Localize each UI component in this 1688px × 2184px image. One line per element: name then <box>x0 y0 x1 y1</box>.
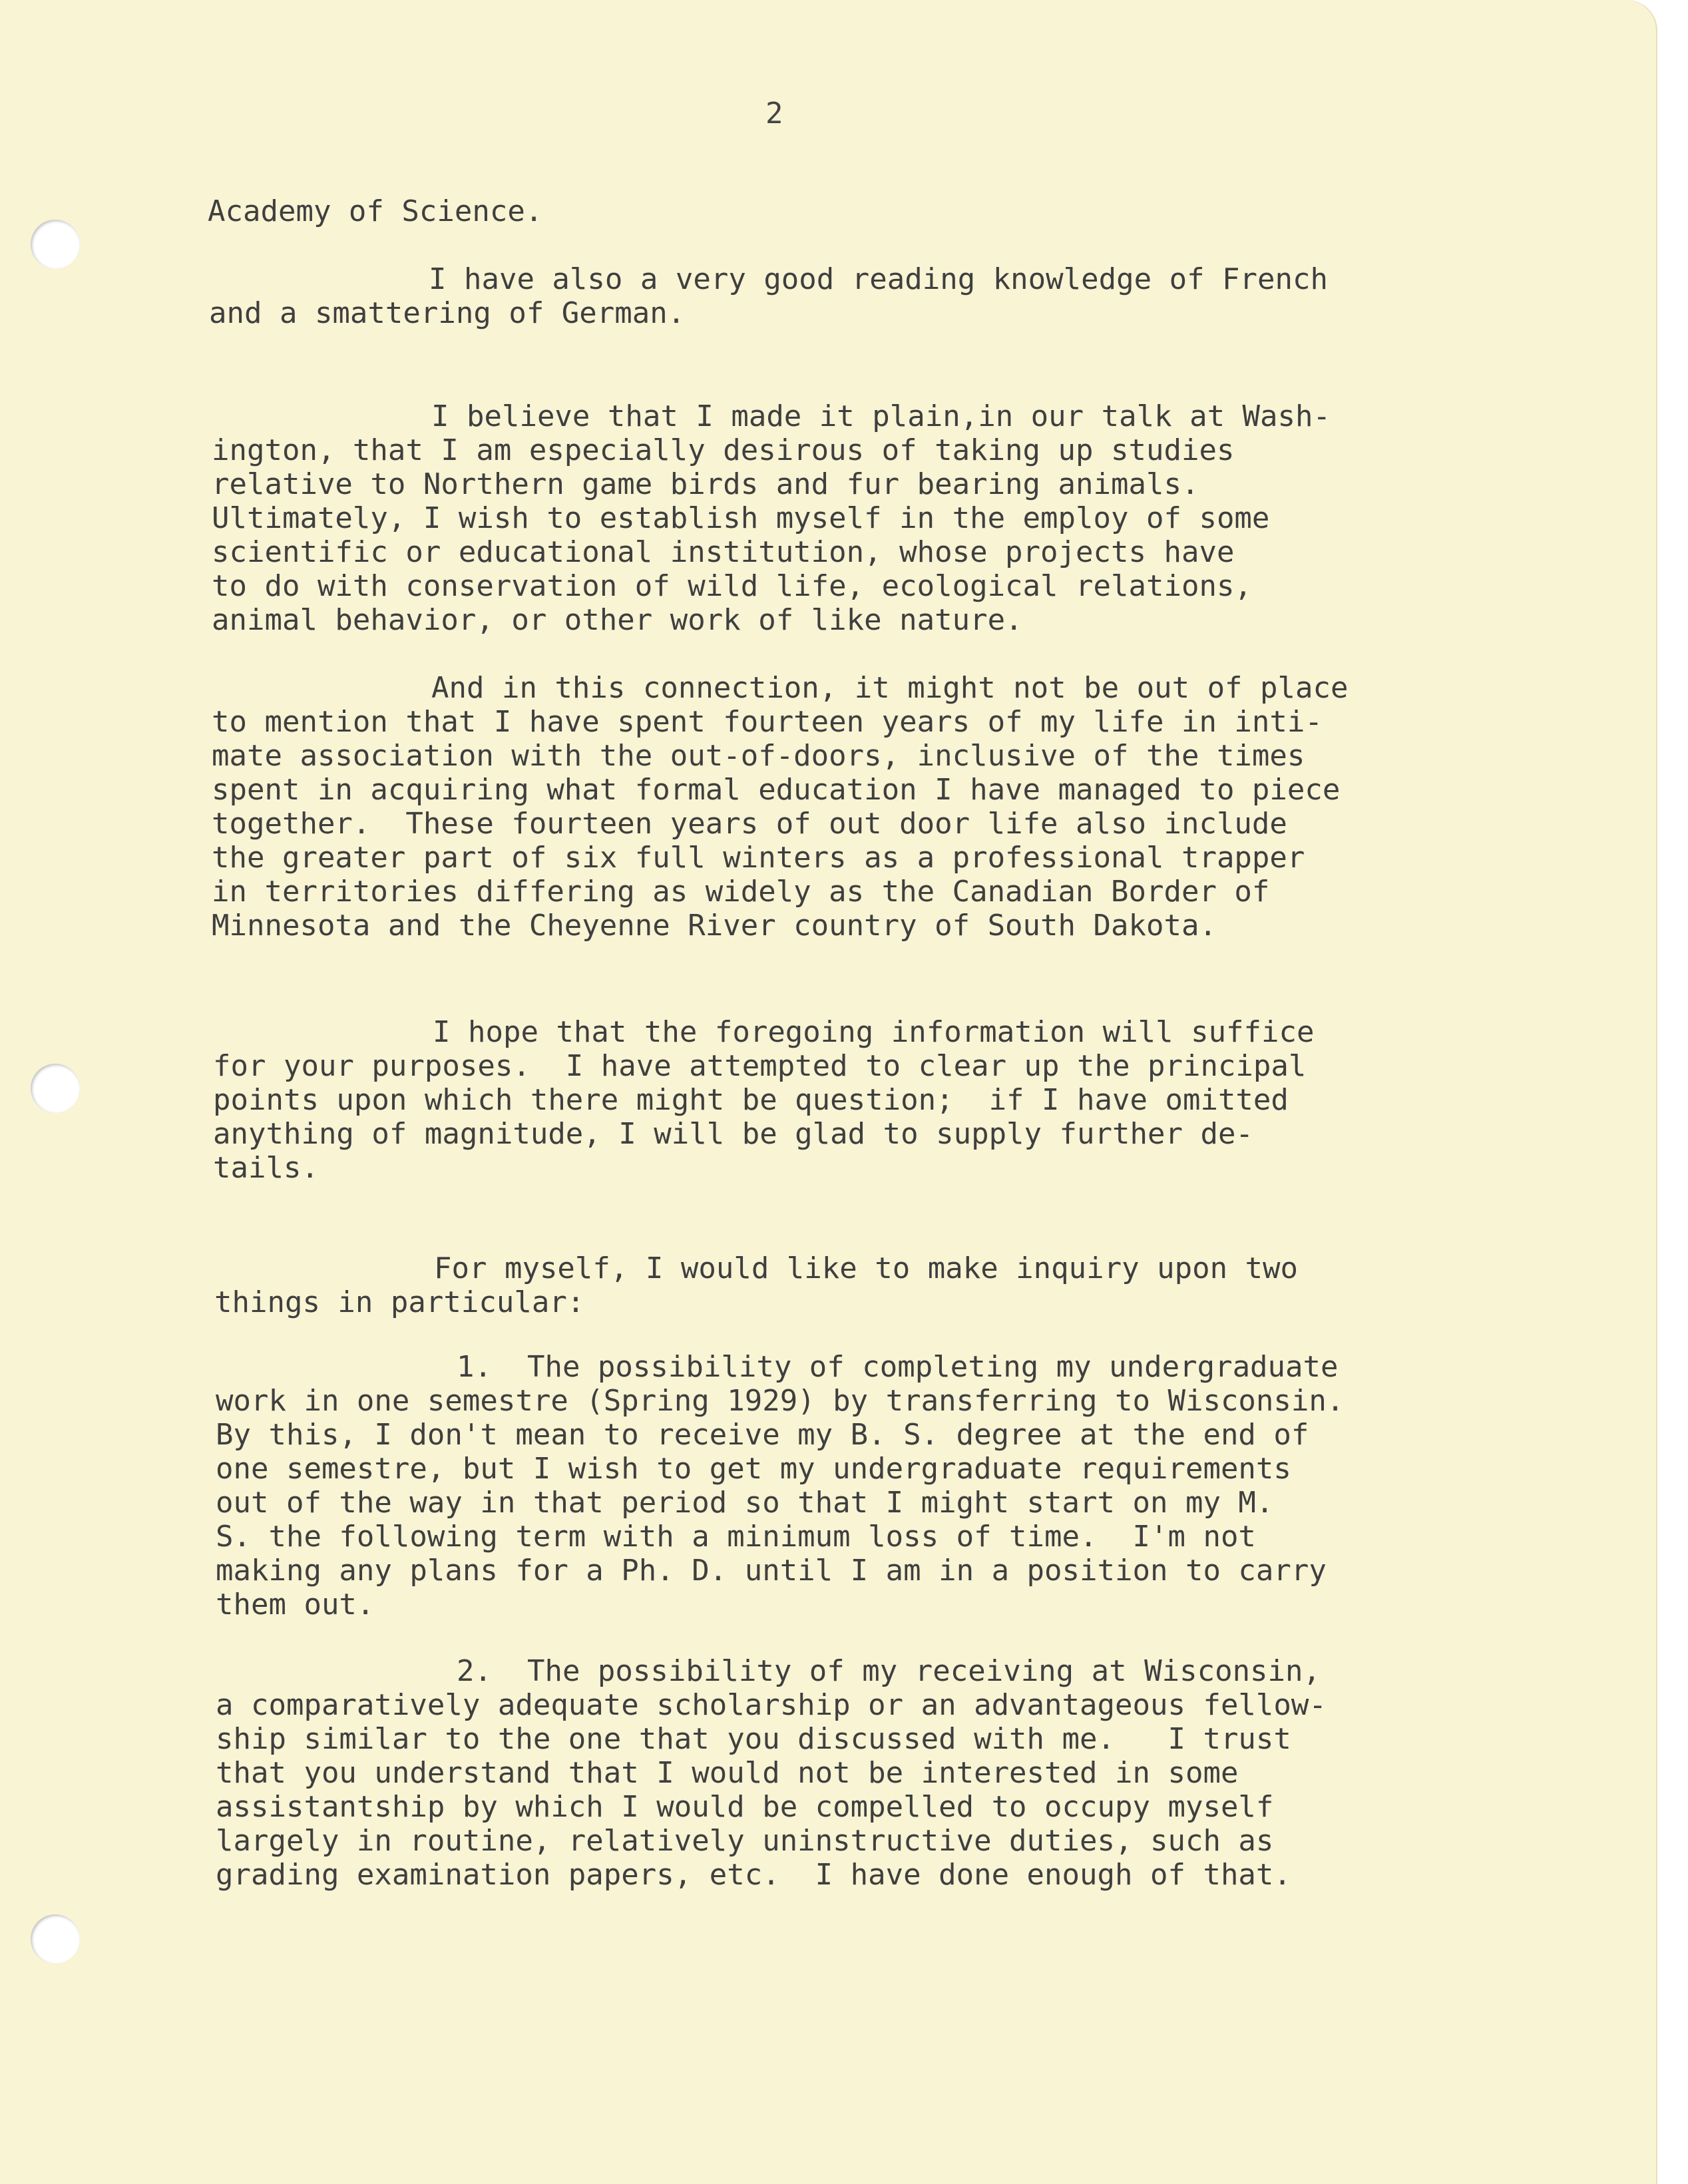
text-line: scientific or educational institution, whose projects have <box>212 535 1235 569</box>
text-line: together. These fourteen years of out door life also include <box>212 807 1287 841</box>
text-line: spent in acquiring what formal education I have managed to piece <box>212 773 1341 807</box>
text-line: relative to Northern game birds and fur bearing animals. <box>212 467 1199 501</box>
text-line: tails. <box>213 1151 319 1185</box>
text-line: grading examination papers, etc. I have done enough of that. <box>216 1858 1291 1892</box>
text-line: anything of magnitude, I will be glad to supply further de- <box>213 1117 1253 1151</box>
text-line: in territories differing as widely as the Canadian Border of <box>212 875 1270 909</box>
text-line: Minnesota and the Cheyenne River country of South Dakota. <box>212 909 1217 943</box>
punch-hole <box>31 220 80 269</box>
punch-hole <box>31 1914 80 1964</box>
text-line: a comparatively adequate scholarship or an advantageous fellow- <box>216 1688 1327 1722</box>
text-line: one semestre, but I wish to get my undergraduate requirements <box>216 1452 1291 1486</box>
text-line: I hope that the foregoing information will suffice <box>433 1015 1315 1049</box>
text-line: By this, I don't mean to receive my B. S. degree at the end of <box>216 1418 1309 1452</box>
text-line: for your purposes. I have attempted to clear up the principal <box>213 1049 1307 1083</box>
page-number: 2 <box>765 97 783 130</box>
text-line: to do with conservation of wild life, ecological relations, <box>212 569 1252 603</box>
text-line: points upon which there might be question; if I have omitted <box>213 1083 1289 1117</box>
text-line: making any plans for a Ph. D. until I am in a position to carry <box>216 1554 1327 1588</box>
text-line: to mention that I have spent fourteen years of my life in inti- <box>212 705 1323 739</box>
text-line: S. the following term with a minimum loss of time. I'm not <box>216 1520 1256 1554</box>
text-line: mate association with the out-of-doors, inclusive of the times <box>212 739 1305 773</box>
text-line: assistantship by which I would be compelled to occupy myself <box>216 1790 1274 1824</box>
text-line: work in one semestre (Spring 1929) by transferring to Wisconsin. <box>216 1384 1345 1418</box>
text-line: and a smattering of German. <box>209 296 686 330</box>
text-line: them out. <box>216 1588 375 1622</box>
text-line: And in this connection, it might not be out of place <box>431 671 1349 705</box>
punch-hole <box>31 1064 80 1113</box>
text-line: largely in routine, relatively uninstructive duties, such as <box>216 1824 1274 1858</box>
text-line: that you understand that I would not be interested in some <box>216 1756 1239 1790</box>
text-line: animal behavior, or other work of like nature. <box>212 603 1023 637</box>
text-line: the greater part of six full winters as a professional trapper <box>212 841 1305 875</box>
text-line: ship similar to the one that you discussed with me. I trust <box>216 1722 1291 1756</box>
text-line: For myself, I would like to make inquiry upon two <box>434 1251 1299 1285</box>
text-line: Ultimately, I wish to establish myself in the employ of some <box>212 501 1270 535</box>
text-line: 2. The possibility of my receiving at Wisconsin, <box>457 1654 1321 1688</box>
text-line: things in particular: <box>214 1285 585 1319</box>
text-line: Academy of Science. <box>208 194 543 228</box>
text-line: I have also a very good reading knowledge of French <box>429 262 1329 296</box>
text-line: 1. The possibility of completing my undergraduate <box>457 1350 1339 1384</box>
text-line: ington, that I am especially desirous of taking up studies <box>212 433 1235 467</box>
text-line: out of the way in that period so that I might start on my M. <box>216 1486 1274 1520</box>
text-line: I believe that I made it plain,in our talk at Wash- <box>431 399 1331 433</box>
